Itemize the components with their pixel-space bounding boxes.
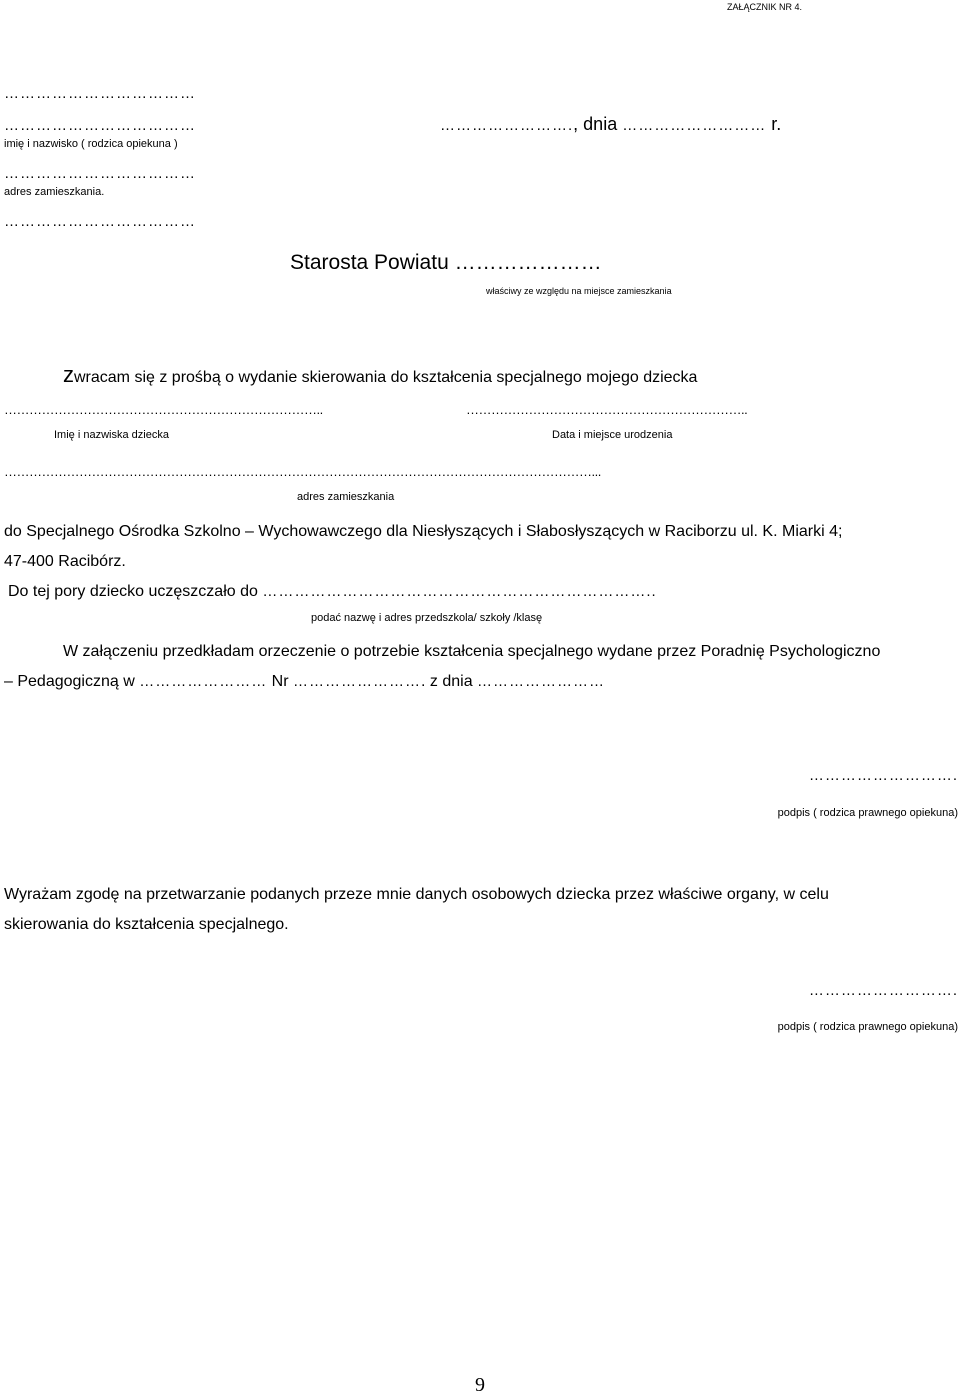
issue-date-dots: …………………… (477, 673, 606, 690)
attachment-line-2-c: . z dnia (421, 673, 473, 690)
previous-school-dots: ……………………………………………………………….. (262, 583, 657, 600)
sender-dots-line-2: ……………………………… (4, 117, 196, 134)
page-number: 9 (475, 1374, 485, 1396)
sender-dots-line-4: ……………………………… (4, 213, 196, 230)
attachment-line-2-b: Nr (267, 673, 289, 690)
consent-line-2: skierowania do kształcenia specjalnego. (4, 916, 289, 933)
child-name-dots: ………………………………………………………………….. (4, 402, 323, 417)
institution-dots: …………………… (139, 673, 268, 690)
signature-dots-2: ………………………. (808, 982, 958, 999)
request-intro-first-letter: z (63, 362, 74, 387)
signature-caption-2: podpis ( rodzica prawnego opiekuna) (777, 1021, 958, 1033)
previous-school-label: Do tej pory dziecko uczęszczało do (8, 583, 258, 600)
recipient-title-text: Starosta Powiatu (290, 251, 449, 274)
attachment-line-1: W załączeniu przedkładam orzeczenie o potrzebie kształcenia specjalnego wydane przez Poradnię Psychologiczno (63, 643, 881, 660)
request-intro (63, 362, 697, 388)
place-dots: ……………………. (440, 117, 574, 134)
request-intro-rest: wracam się z prośbą o wydanie skierowania do kształcenia specjalnego mojego dziecka (74, 369, 698, 386)
attachment-label: ZAŁĄCZNIK NR 4. (726, 2, 802, 12)
sender-dots-line-3: ……………………………… (4, 165, 196, 182)
place-date-line (440, 114, 781, 135)
recipient-title (290, 251, 602, 275)
birth-dots: ………………………………………………………….. (466, 402, 748, 417)
signature-caption-1: podpis ( rodzica prawnego opiekuna) (777, 807, 958, 819)
consent-line-1: Wyrażam zgodę na przetwarzanie podanych przeze mnie danych osobowych dziecka przez właściwe organy, w celu (4, 886, 829, 903)
recipient-caption: właściwy ze względu na miejsce zamieszkania (486, 286, 672, 296)
sender-address-caption: adres zamieszkania. (4, 186, 105, 198)
recipient-title-dots: ………………… (454, 251, 602, 274)
child-address-dots: ……………………………………………………………………………………………………………………………... (4, 464, 601, 479)
signature-dots-1: ………………………. (808, 767, 958, 784)
previous-school-caption: podać nazwę i adres przedszkola/ szkoły /klasę (311, 612, 543, 624)
birth-caption: Data i miejsce urodzenia (552, 429, 673, 441)
year-suffix: r. (771, 114, 782, 134)
sender-dots-line-1: ……………………………… (4, 85, 196, 102)
attachment-line-2 (4, 673, 605, 691)
school-line-1: do Specjalnego Ośrodka Szkolno – Wychowawczego dla Niesłyszących i Słabosłyszących w Raciborzu ul. K. Miarki 4; (4, 523, 843, 540)
sender-name-caption: imię i nazwisko ( rodzica opiekuna ) (4, 138, 178, 150)
school-line-2: 47-400 Racibórz. (4, 553, 126, 570)
dnia-label: , dnia (573, 114, 618, 134)
date-dots: ……………………… (622, 117, 767, 134)
child-name-caption: Imię i nazwiska dziecka (54, 429, 169, 441)
child-address-caption: adres zamieszkania (297, 491, 395, 503)
number-dots: …………………… (293, 673, 421, 690)
attachment-line-2-a: – Pedagogiczną w (4, 673, 135, 690)
previous-school-line (8, 583, 657, 601)
